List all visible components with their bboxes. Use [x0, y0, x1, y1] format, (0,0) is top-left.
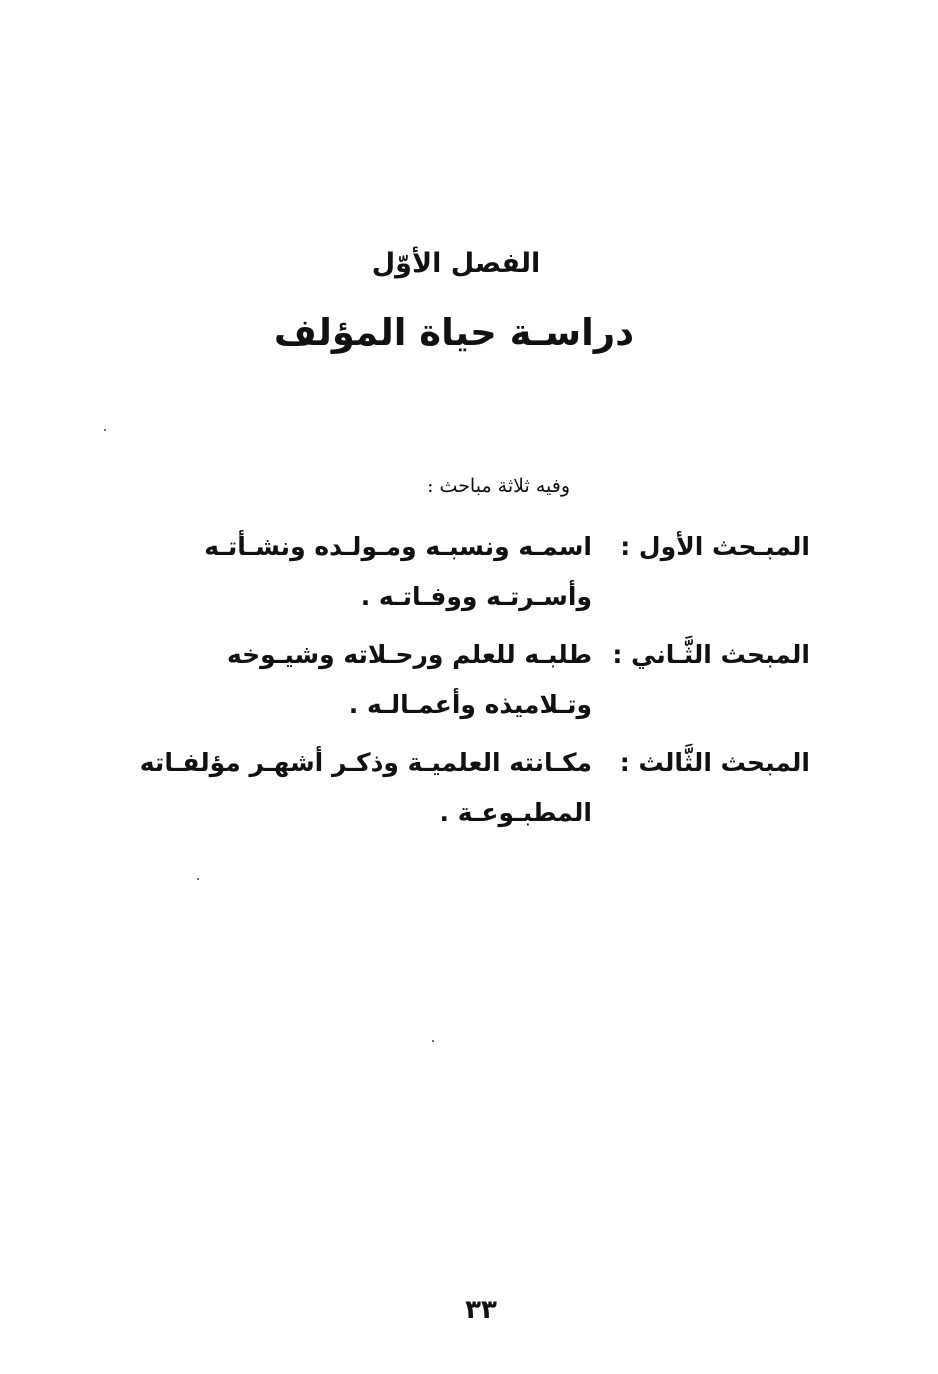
section-2: [120, 630, 810, 730]
sections-intro: وفيه ثلاثة مباحث :: [427, 475, 570, 497]
section-1-text: اسمـه ونسبـه ومـولـده ونشـأتـه وأسـرتـه ووفـاتـه .: [204, 532, 592, 611]
section-1-heading: المبـحث الأول :: [620, 532, 810, 561]
scan-speck: [104, 429, 106, 431]
sections-list: [120, 522, 810, 846]
chapter-label: الفصل الأوّل: [371, 248, 541, 279]
section-2-text: طلبـه للعلم ورحـلاته وشيـوخه وتـلاميذه وأعمـالـه .: [226, 640, 592, 719]
scan-speck: [432, 1040, 434, 1042]
section-2-heading: المبحث الثَّـاني :: [612, 640, 810, 669]
section-3: [120, 738, 810, 838]
section-3-text: مكـانته العلميـة وذكـر أشهـر مؤلفـاته المطبـوعـة .: [139, 748, 592, 827]
scan-speck: [197, 878, 199, 880]
section-3-heading: المبحث الثَّالث :: [619, 748, 810, 777]
chapter-title: دراسـة حياة المؤلف: [273, 311, 635, 354]
page-number: ٣٣: [465, 1295, 497, 1325]
section-1: [120, 522, 810, 622]
